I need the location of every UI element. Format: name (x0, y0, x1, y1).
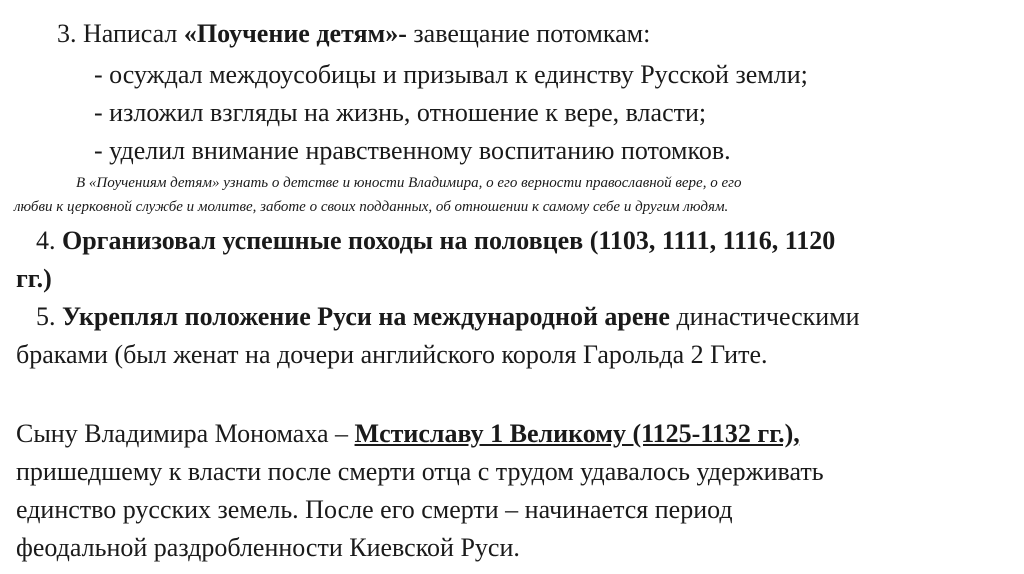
item3-title: «Поучение детям»- (183, 19, 407, 48)
item5-rest: династическими (669, 302, 860, 331)
item5-line (36, 304, 860, 330)
item3-bullet: - осуждал междоусобицы и призывал к единству Русской земли; (94, 60, 808, 89)
note-line: любви к церковной службе и молитве, заботе о своих подданных, об отношении к самому себе и другим людям. (14, 199, 729, 215)
summary-line (16, 421, 800, 447)
summary-line-3: единство русских земель. После его смерти – начинается период (16, 495, 733, 524)
summary-line-2: пришедшему к власти после смерти отца с трудом удавалось удерживать (16, 457, 824, 486)
item3-number: 3. Написал (57, 19, 184, 48)
item4-line (36, 228, 835, 254)
note-line: В «Поучениям детям» узнать о детстве и юности Владимира, о его верности православной вере, о его (76, 175, 742, 191)
item4-line-2: гг.) (16, 264, 52, 293)
item4-text: Организовал успешные походы на половцев (1103, 1111, 1116, 1120 (62, 226, 836, 255)
item3-rest: завещание потомкам: (406, 19, 651, 48)
item5-bold-text: Укреплял положение Руси на международной арене (62, 302, 670, 331)
item4-number: 4. (36, 226, 62, 255)
item3-heading (57, 21, 650, 47)
item3-bullet: - уделил внимание нравственному воспитанию потомков. (94, 136, 731, 165)
summary-intro: Сыну Владимира Мономаха – (16, 419, 355, 448)
item3-bullet: - изложил взгляды на жизнь, отношение к вере, власти; (94, 98, 707, 127)
summary-line-4: феодальной раздробленности Киевской Руси. (16, 533, 520, 562)
item5-line-2: браками (был женат на дочери английского короля Гарольда 2 Гите. (16, 340, 768, 369)
item5-number: 5. (36, 302, 62, 331)
summary-name: Мстиславу 1 Великому (1125-1132 гг.), (354, 419, 800, 448)
